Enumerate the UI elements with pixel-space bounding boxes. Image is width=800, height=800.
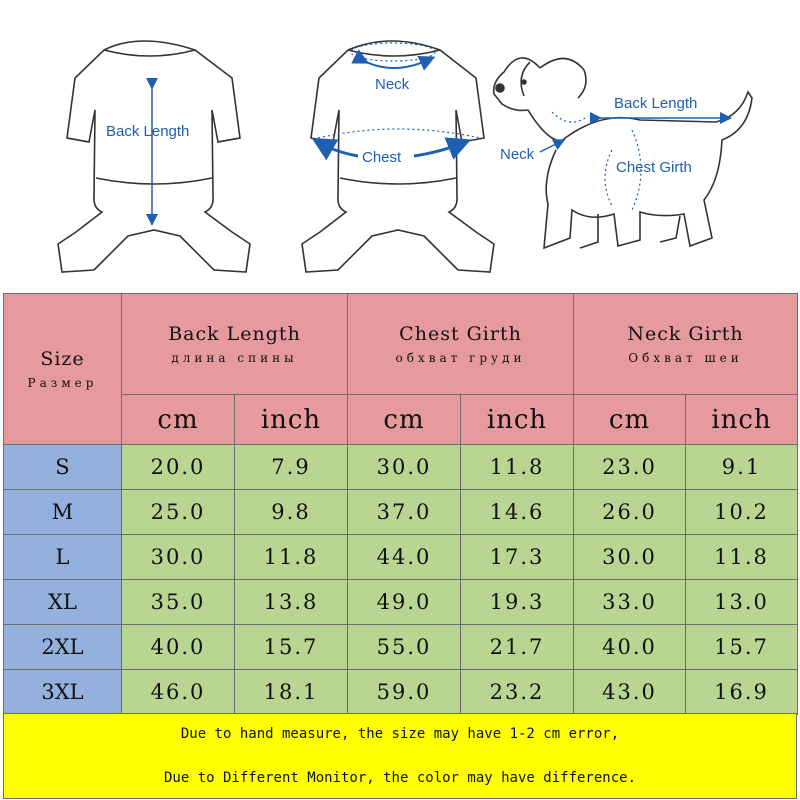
measurement-cell: 59.0 (348, 670, 461, 715)
size-cell: XL (4, 580, 122, 625)
measurement-cell: 10.2 (686, 490, 798, 535)
note-hand-measure: Due to hand measure, the size may have 1-2 cm error, (180, 726, 620, 742)
measurement-cell: 18.1 (235, 670, 348, 715)
measurement-cell: 15.7 (235, 625, 348, 670)
size-cell: 2XL (4, 625, 122, 670)
dog-chest-dotted (605, 150, 612, 206)
size-header-en: Size (40, 348, 85, 370)
table-row (4, 580, 798, 625)
measurement-cell: 30.0 (574, 535, 686, 580)
measurement-cell: 7.9 (235, 445, 348, 490)
measurement-cell: 26.0 (574, 490, 686, 535)
measurement-cell: 9.8 (235, 490, 348, 535)
back-length-label-dog: Back Length (614, 95, 698, 112)
measurement-cell: 23.0 (574, 445, 686, 490)
measurement-cell: 20.0 (122, 445, 235, 490)
table-row (4, 625, 798, 670)
measurement-cell: 35.0 (122, 580, 235, 625)
chest-girth-header-en: Chest Girth (399, 323, 522, 345)
measurement-cell: 11.8 (461, 445, 574, 490)
illustrations-svg (0, 0, 800, 290)
neck-girth-header (574, 294, 798, 395)
measurement-cell: 19.3 (461, 580, 574, 625)
size-cell: M (4, 490, 122, 535)
measurement-cell: 9.1 (686, 445, 798, 490)
dog-neck-dotted (552, 112, 588, 122)
measurement-cell: 15.7 (686, 625, 798, 670)
measurement-cell: 49.0 (348, 580, 461, 625)
neck-label-garment: Neck (375, 76, 410, 93)
unit-header-row (4, 395, 798, 445)
unit-header: cm (574, 395, 686, 445)
neck-arrow-garment (362, 60, 428, 68)
back-length-header-ru: длина спины (171, 351, 298, 365)
measurement-cell: 30.0 (122, 535, 235, 580)
neck-dotted-ellipse (351, 43, 435, 61)
measurement-cell: 14.6 (461, 490, 574, 535)
unit-header: inch (461, 395, 574, 445)
back-length-label-garment: Back Length (106, 123, 190, 140)
group-header-row (4, 294, 798, 395)
measurement-cell: 37.0 (348, 490, 461, 535)
neck-girth-header-en: Neck Girth (627, 323, 744, 345)
size-header-ru: Размер (27, 376, 98, 390)
measurement-cell: 23.2 (461, 670, 574, 715)
measurement-cell: 43.0 (574, 670, 686, 715)
measurement-cell: 11.8 (235, 535, 348, 580)
measurement-cell: 44.0 (348, 535, 461, 580)
table-row (4, 670, 798, 715)
measurement-cell: 13.0 (686, 580, 798, 625)
size-cell: S (4, 445, 122, 490)
measurement-cell: 40.0 (574, 625, 686, 670)
table-row (4, 490, 798, 535)
size-cell: 3XL (4, 670, 122, 715)
note-monitor-color: Due to Different Monitor, the color may have difference. (163, 770, 636, 786)
neck-label-dog: Neck (500, 146, 535, 163)
measurement-cell: 25.0 (122, 490, 235, 535)
unit-header: inch (686, 395, 798, 445)
measurement-cell: 46.0 (122, 670, 235, 715)
measurement-cell: 13.8 (235, 580, 348, 625)
chest-label-garment: Chest (362, 149, 402, 166)
chest-arrow-left (322, 144, 358, 156)
measurement-cell: 16.9 (686, 670, 798, 715)
table-row (4, 445, 798, 490)
dog-neck-arrow (540, 142, 560, 152)
measurement-cell: 55.0 (348, 625, 461, 670)
chest-arrow-right (414, 144, 460, 156)
measurement-cell: 21.7 (461, 625, 574, 670)
size-chart-table (3, 293, 798, 715)
back-length-header-en: Back Length (168, 323, 301, 345)
unit-header: cm (122, 395, 235, 445)
chest-girth-header-ru: обхват груди (395, 351, 526, 365)
size-header-cell (4, 294, 122, 445)
measurement-cell: 40.0 (122, 625, 235, 670)
garment-back-illustration (58, 41, 250, 272)
table-row (4, 535, 798, 580)
measurement-cell: 11.8 (686, 535, 798, 580)
measurement-cell: 33.0 (574, 580, 686, 625)
unit-header: inch (235, 395, 348, 445)
measurement-cell: 30.0 (348, 445, 461, 490)
notes-banner (3, 713, 797, 799)
chest-girth-label-dog: Chest Girth (616, 159, 692, 176)
unit-header: cm (348, 395, 461, 445)
measurement-cell: 17.3 (461, 535, 574, 580)
size-rows (4, 445, 798, 715)
neck-girth-header-ru: Обхват шеи (628, 351, 743, 365)
measurement-illustrations (0, 0, 800, 290)
back-length-header (122, 294, 348, 395)
chest-girth-header (348, 294, 574, 395)
size-cell: L (4, 535, 122, 580)
